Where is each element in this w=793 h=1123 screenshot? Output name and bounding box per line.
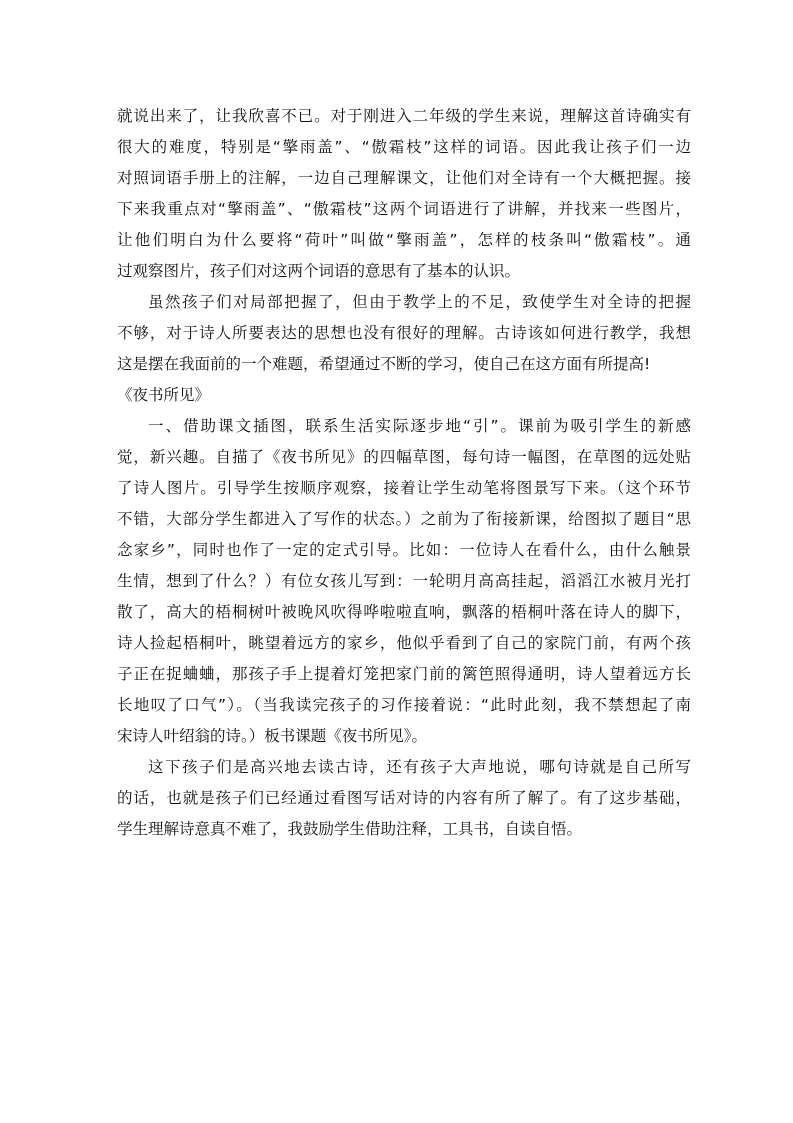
text-line: 生情，想到了什么？）有位女孩儿写到：一轮明月高高挂起，滔滔江水被月光打 [117,572,691,590]
text-line: 长地叹了口气”）。（当我读完孩子的习作接着说：“此时此刻，我不禁想起了南 [117,696,691,714]
text-line: 子正在捉蛐蛐，那孩子手上提着灯笼把家门前的篱笆照得通明，诗人望着远方长 [117,665,691,683]
document-body [117,101,691,845]
text-line: 这是摆在我面前的一个难题，希望通过不断的学习，使自己在这方面有所提高! [117,355,651,373]
text-line: 诗人捡起梧桐叶，眺望着远方的家乡，他似乎看到了自己的家院门前，有两个孩 [117,634,691,652]
text-line: 不够，对于诗人所要表达的思想也没有很好的理解。古诗该如何进行教学，我想 [117,324,691,342]
section-title [117,380,691,411]
text-line: 这下孩子们是高兴地去读古诗，还有孩子大声地说，哪句诗就是自己所写 [148,758,691,776]
paragraph [117,287,691,380]
text-line: 的话，也就是孩子们已经通过看图写话对诗的内容有所了解了。有了这步基础， [117,789,691,807]
text-line: 念家乡”，同时也作了一定的定式引导。比如：一位诗人在看什么，由什么触景 [117,541,691,559]
text-line: 下来我重点对“擎雨盖”、“傲霜枝”这两个词语进行了讲解，并找来一些图片， [117,200,691,218]
text-line: 对照词语手册上的注解，一边自己理解课文，让他们对全诗有一个大概把握。接 [117,169,691,187]
text-line: 觉，新兴趣。自描了《夜书所见》的四幅草图，每句诗一幅图，在草图的远处贴 [117,448,691,466]
text-line: 不错，大部分学生都进入了写作的状态。）之前为了衔接新课，给图拟了题目“思 [117,510,691,528]
text-line: 让他们明白为什么要将“荷叶”叫做“擎雨盖”，怎样的枝条叫“傲霜枝”。通 [117,231,691,249]
paragraph [117,752,691,845]
text-line: 散了，高大的梧桐树叶被晚风吹得哗啦啦直响，飘落的梧桐叶落在诗人的脚下， [117,603,691,621]
text-line: 很大的难度，特别是“擎雨盖”、“傲霜枝”这样的词语。因此我让孩子们一边 [117,138,691,156]
text-line: 一、借助课文插图，联系生活实际逐步地“引”。课前为吸引学生的新感 [148,417,691,435]
text-line: 了诗人图片。引导学生按顺序观察，接着让学生动笔将图景写下来。（这个环节 [117,479,691,497]
paragraph [117,101,691,287]
paragraph [117,411,691,752]
text-line: 过观察图片，孩子们对这两个词语的意思有了基本的认识。 [117,262,521,280]
text-line: 虽然孩子们对局部把握了，但由于教学上的不足，致使学生对全诗的把握 [148,293,691,311]
text-line: 《夜书所见》 [117,386,211,404]
text-line: 就说出来了，让我欣喜不已。对于刚进入二年级的学生来说，理解这首诗确实有 [117,107,691,125]
text-line: 学生理解诗意真不难了，我鼓励学生借助注释，工具书，自读自悟。 [117,820,583,838]
text-line: 宋诗人叶绍翁的诗。）板书课题《夜书所见》。 [117,727,428,745]
